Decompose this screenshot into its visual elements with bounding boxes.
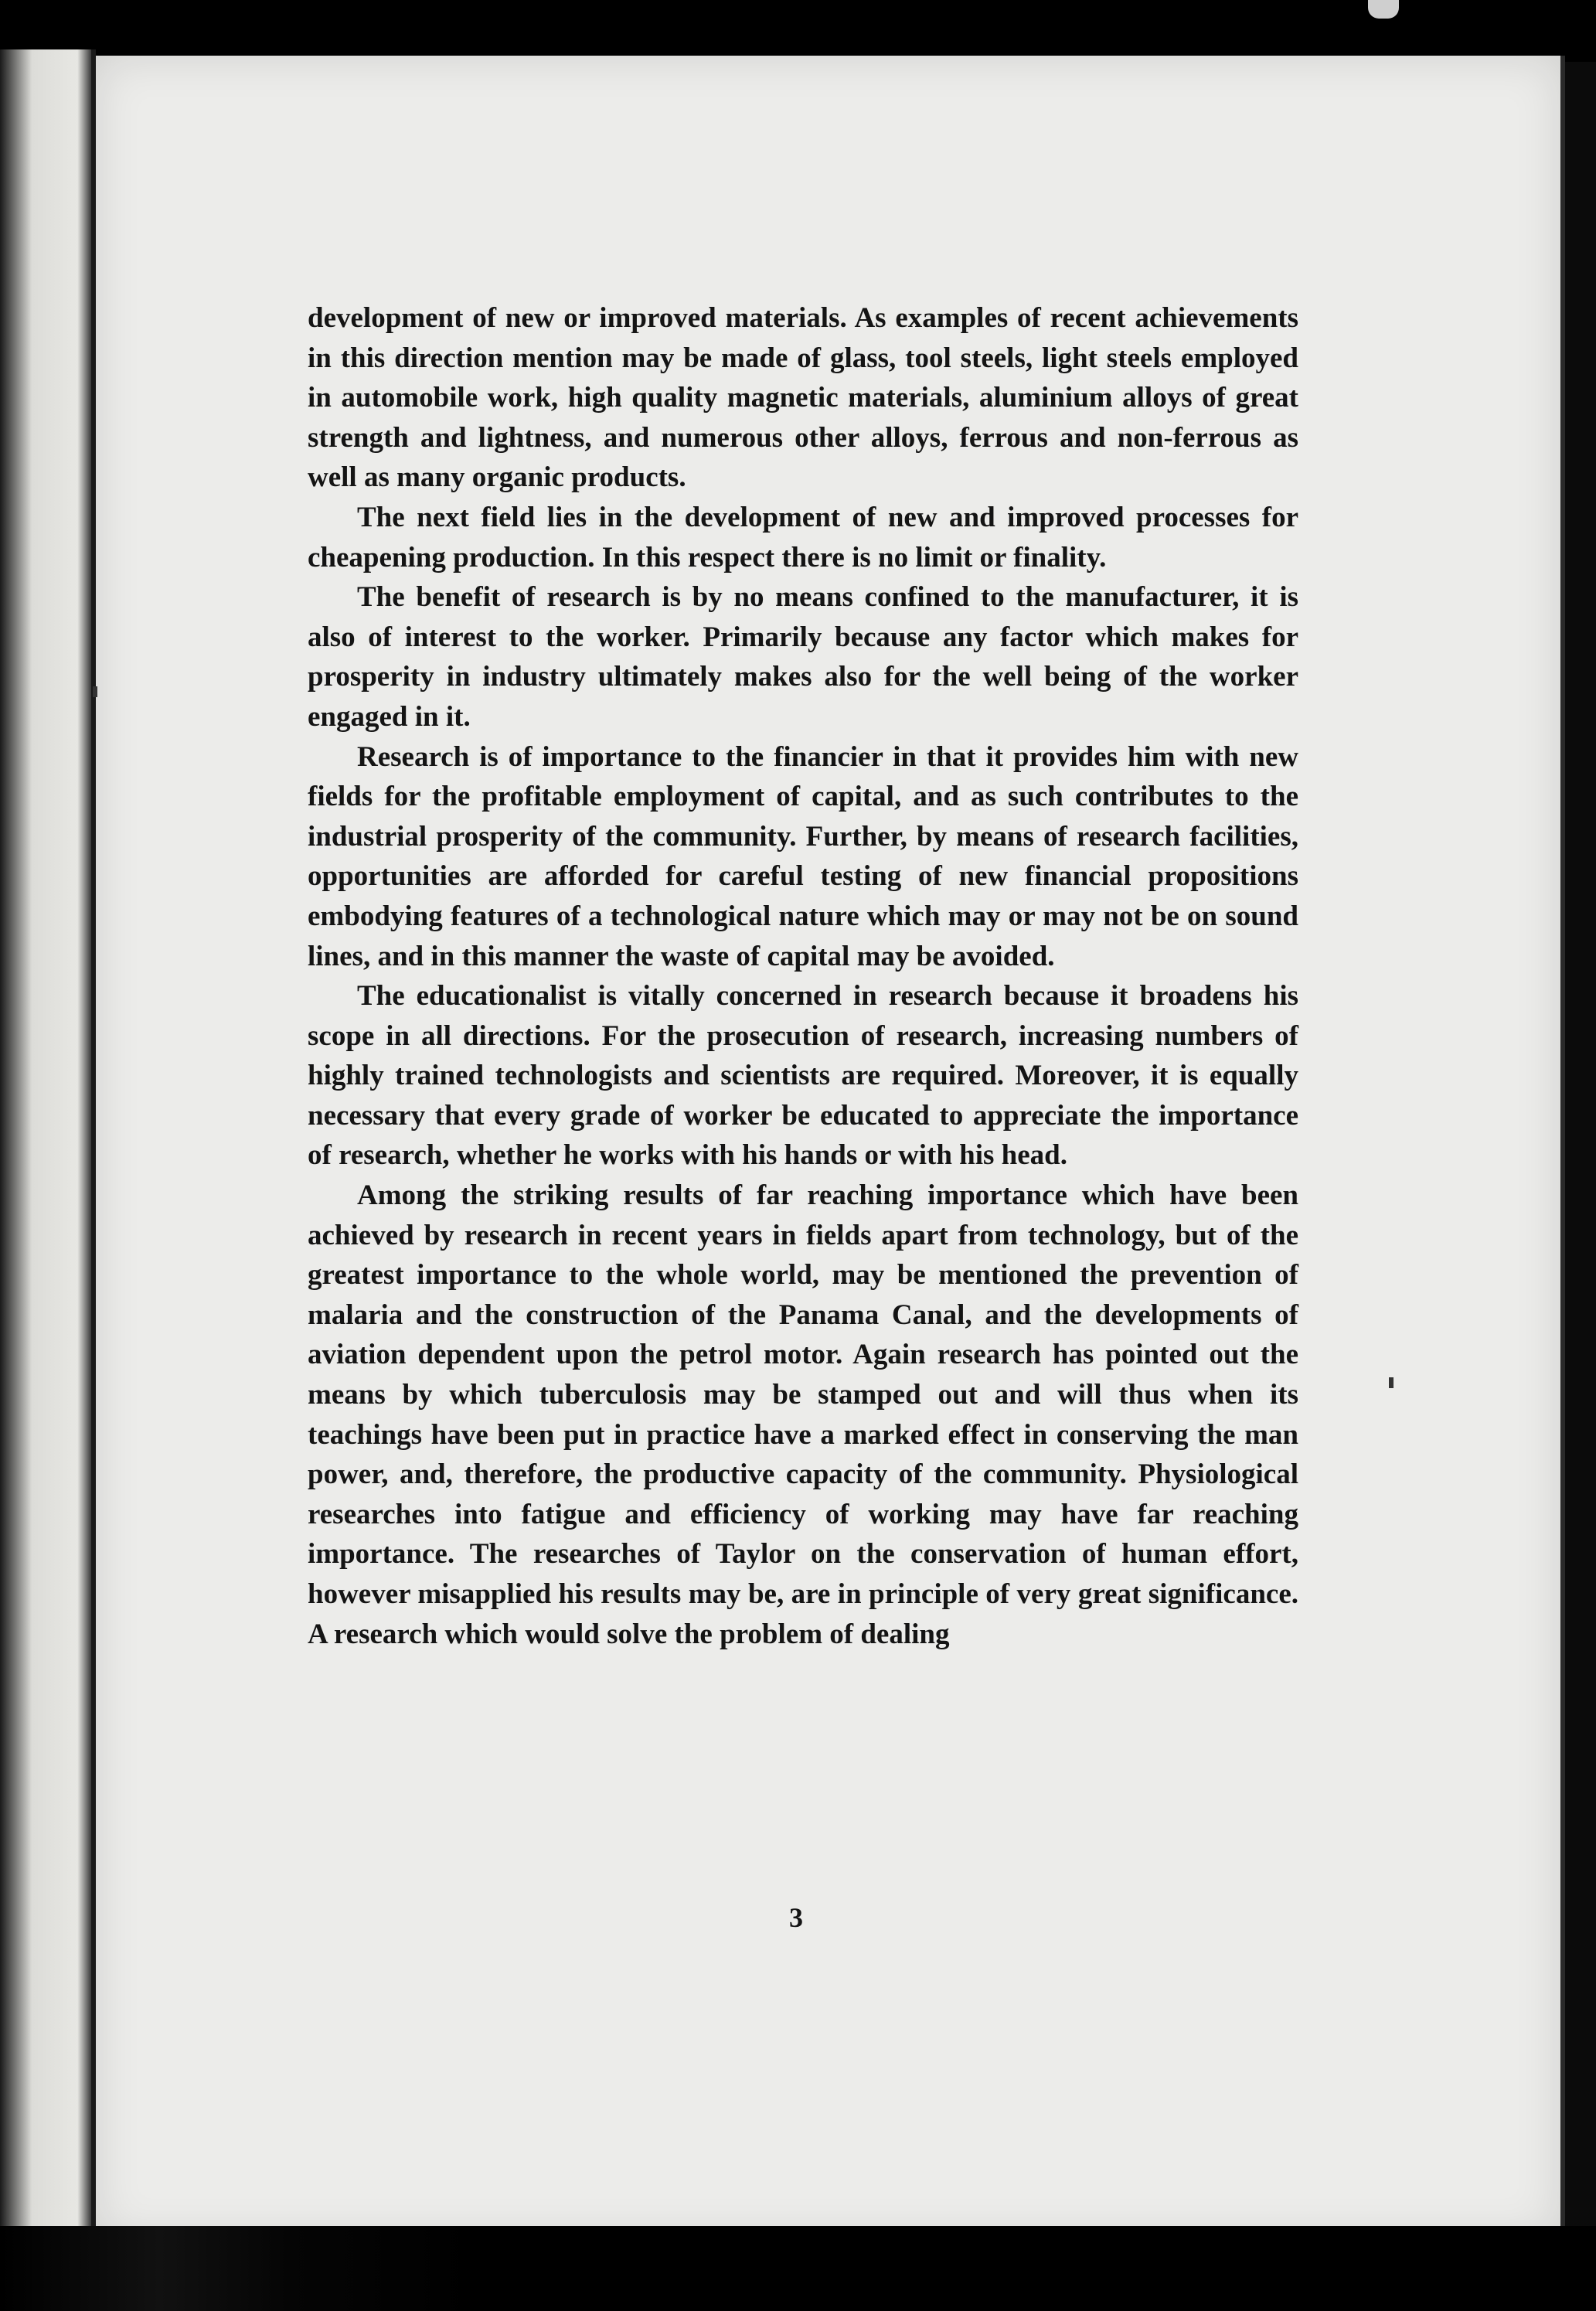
paragraph: Among the striking results of far reaching importance which have been achieved by research in recent years in fields apart from technology, but of the greatest importance to the whole world, may be mentioned the prevention of malaria and the construction of the Panama Canal, and the developments of aviation dependent upon the petrol motor. Again research has pointed out the means by which tuberculosis may be stamped out and will thus when its teachings have been put in practice have a marked effect in conserving the man power, and, therefore, the productive capacity of the community. Physiological researches into fatigue and efficiency of working may have far reaching importance. The researches of Taylor on the conservation of human effort, however misapplied his results may be, are in principle of very great significance. A research which would solve the problem of dealing xyxy=(308,1179,1298,1650)
page-right-edge xyxy=(1560,56,1565,2240)
paragraph: development of new or improved materials. As examples of recent achievements in this direction mention may be made of glass, tool steels, light steels employed in automobile work, high quality magnetic materials, aluminium alloys of great strength and lightness, and numerous other alloys, ferrous and non-ferrous as well as many organic products. xyxy=(308,302,1298,494)
scan-bottom-border xyxy=(0,2226,1596,2311)
scan-corner-artifact xyxy=(1368,0,1399,19)
paragraph: The educationalist is vitally concerned in research because it broadens his scope in all directions. For the prosecution of research, increasing numbers of highly trained technologists and scientists are required. Moreover, it is equally necessary that every grade of worker be educated to appreciate the importance of research, whether he works with his hands or with his head. xyxy=(308,980,1298,1172)
page-number: 3 xyxy=(789,1902,803,1933)
paragraph: Research is of importance to the financier in that it provides him with new fields for the profitable employment of capital, and as such contributes to the industrial prosperity of the community. Further, by means of research facilities, opportunities are afforded for careful testing of new financial propositions embodying features of a technological nature which may or may not be on sound lines, and in this manner the waste of capital may be avoided. xyxy=(308,740,1298,972)
paragraph: The benefit of research is by no means confined to the manufacturer, it is also of interest to the worker. Primarily because any factor which makes for prosperity in industry ultimately makes also for the well being of the worker engaged in it. xyxy=(308,581,1298,733)
paragraph: The next field lies in the development of new and improved processes for cheapening production. In this respect there is no limit or finality. xyxy=(308,501,1298,573)
facing-page-edge xyxy=(0,49,91,2246)
margin-mark-left xyxy=(93,686,97,697)
scan-top-border xyxy=(0,0,1596,62)
body-text xyxy=(308,298,1298,1654)
margin-mark-right xyxy=(1389,1377,1394,1388)
